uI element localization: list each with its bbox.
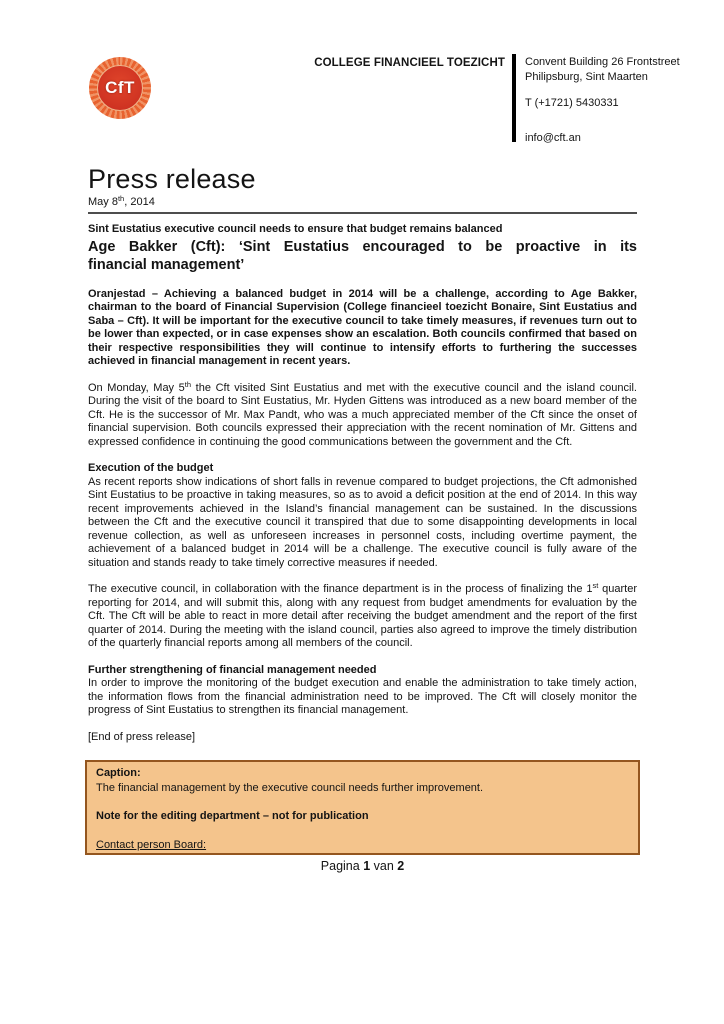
headline-main xyxy=(88,238,637,275)
caption-box xyxy=(85,760,640,855)
phone-number: T (+1721) 5430331 xyxy=(525,97,619,109)
editing-note: Note for the editing department – not for publication xyxy=(96,810,369,822)
paragraph-quarter-post: quarter reporting for 2014, and will submit this, along with any request from budget amendments for evaluation by the Cft. The Cft will be able to react in more detail after receiving the budget amendment and the report of the first quarter of 2014. During the meeting with the island council, parties also agreed to improve the timely distribution of the quarterly financial reports among all members of the council. xyxy=(88,583,637,649)
address-block xyxy=(525,55,680,146)
paragraph-quarter xyxy=(88,583,637,651)
page-footer xyxy=(88,859,637,873)
email-address: info@cft.an xyxy=(525,132,581,144)
paragraph-quarter-pre: The executive council, in collaboration with the finance department is in the process of finalizing the 1 xyxy=(88,583,593,595)
date-year: , 2014 xyxy=(124,196,155,208)
date-text: May 8 xyxy=(88,196,118,208)
caption-label: Caption: xyxy=(96,767,141,779)
paragraph-visit-post: the Cft visited Sint Eustatius and met with the executive council and the island council. During the visit of the board to Sint Eustatius, Mr. Hyden Gittens was introduced as a new board member of the Cft. He is the successor of Mr. Max Pandt, who was a much appreciated member of the Cft since the onset of financial supervision. Both councils expressed their appreciation with the recent nomination of Mr. Gittens and expressed confidence in continuing the good communications between the government and the Cft. xyxy=(88,381,637,448)
paragraph-budget: As recent reports show indications of short falls in revenue compared to budget projections, the Cft admonished Sint Eustatius to be proactive in taking measures, so as to avoid a deficit position at the end of 2014. In this way recent improvements achieved in the Island’s financial management can be sustained. In the discussions between the Cft and the executive council it transpired that due to some disappointing developments in local revenue collection, as well as unforeseen increases in personnel costs, including overtime payment, the achievement of a balanced budget in 2014 will be a challenge. The executive council is fully aware of the situation and stands ready to take timely corrective measures if needed. xyxy=(88,475,637,569)
section-heading-strengthening: Further strengthening of financial management needed xyxy=(88,663,377,676)
header-divider xyxy=(512,54,516,142)
address-line-1: Convent Building 26 Frontstreet xyxy=(525,56,680,68)
end-note: [End of press release] xyxy=(88,730,196,743)
release-date xyxy=(88,195,637,209)
paragraph-visit xyxy=(88,379,637,450)
section-heading-budget: Execution of the budget xyxy=(88,462,214,474)
headline-line-2: financial management’ xyxy=(88,257,245,273)
organization-name: COLLEGE FINANCIEEL TOEZICHT xyxy=(314,57,505,69)
page-indicator-pre: Pagina xyxy=(320,859,364,873)
title-rule xyxy=(88,212,637,214)
paragraph-lead: Oranjestad – Achieving a balanced budget in 2014 will be a challenge, according to Age Bakker, chairman to the board of Financial Supervision (College financieel toezicht Bonaire, Sint Eustatius and Saba – Cft). It will be important for the executive council to take timely measures, if revenues turn out to be lower than expected, or in case expenses show an escalation. Both councils confirmed that based on their respective responsibilities they will continue to intensify efforts to furthering the successes achieved in financial management in recent years. xyxy=(88,287,637,367)
paragraph-monitoring: In order to improve the monitoring of the budget execution and enable the administration to take timely action, the information flows from the financial administration need to be improved. The Cft will closely monitor the progress of Sint Eustatius to strengthen its financial management. xyxy=(88,677,637,716)
visit-date-superscript: th xyxy=(184,379,192,389)
contact-person-label: Contact person Board: xyxy=(96,838,207,851)
headline-line-1: Age Bakker (Cft): ‘Sint Eustatius encouraged to be proactive in its xyxy=(88,238,637,255)
quarter-superscript: st xyxy=(592,581,599,590)
caption-text: The financial management by the executive council needs further improvement. xyxy=(96,781,484,794)
page-total: 2 xyxy=(397,859,405,873)
page-indicator-mid: van xyxy=(370,859,398,873)
paragraph-visit-pre: On Monday, May 5 xyxy=(88,381,185,394)
document-body xyxy=(88,164,637,873)
page-number: 1 xyxy=(363,859,371,873)
address-line-2: Philipsburg, Sint Maarten xyxy=(525,71,648,83)
cft-logo-text: CfT xyxy=(105,78,135,97)
date-superscript: th xyxy=(117,194,125,203)
headline-kicker: Sint Eustatius executive council needs to ensure that budget remains balanced xyxy=(88,223,503,235)
cft-logo-seal xyxy=(97,65,143,111)
cft-logo xyxy=(89,57,151,119)
page-title: Press release xyxy=(88,164,256,194)
